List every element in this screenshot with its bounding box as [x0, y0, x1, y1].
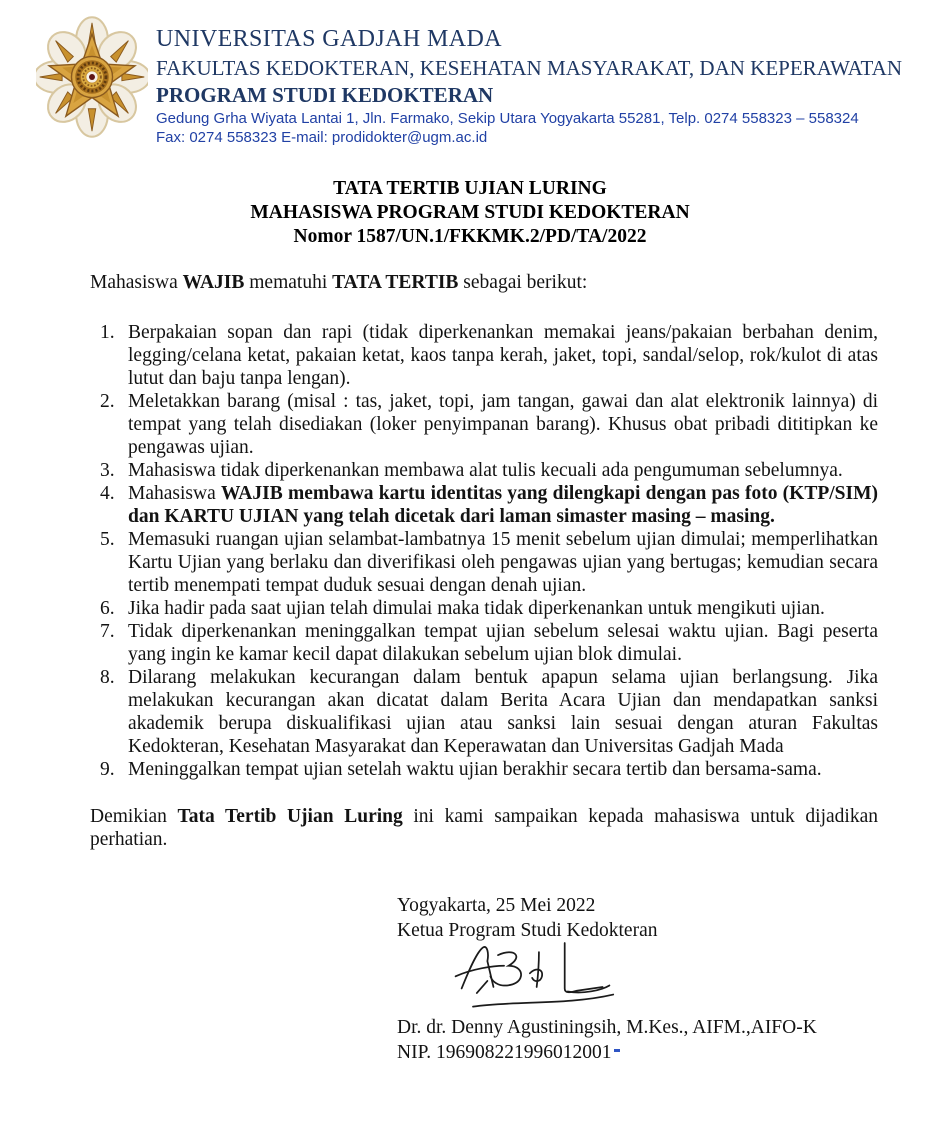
rule-number: 8. [100, 667, 115, 688]
rule-item-7 [100, 620, 878, 666]
signer-name: Dr. dr. Denny Agustiningsih, M.Kes., AIFM.,AIFO-K [397, 1017, 817, 1038]
document-title [0, 177, 940, 249]
signer-nip [397, 1040, 940, 1065]
letterhead-text [156, 16, 902, 147]
cursor-mark-icon [614, 1049, 620, 1052]
rule-text: Jika hadir pada saat ujian telah dimulai maka tidak diperkenankan untuk mengikuti ujian. [128, 598, 825, 619]
rule-text: Mahasiswa tidak diperkenankan membawa alat tulis kecuali ada pengumuman sebelumnya. [128, 460, 843, 481]
faculty-name: FAKULTAS KEDOKTERAN, KESEHATAN MASYARAKAT, DAN KEPERAWATAN [156, 56, 902, 80]
rule-item-6 [100, 597, 878, 620]
rule-item-3 [100, 459, 878, 482]
rule-item-2 [100, 390, 878, 459]
rule-number: 2. [100, 391, 115, 412]
closing-paragraph: Demikian Tata Tertib Ujian Luring ini kami sampaikan kepada mahasiswa untuk dijadikan perhatian. [90, 806, 878, 850]
rule-item-5 [100, 528, 878, 597]
rule-number: 1. [100, 322, 115, 343]
program-name: PROGRAM STUDI KEDOKTERAN [156, 83, 494, 107]
signature-role: Ketua Program Studi Kedokteran [397, 920, 658, 941]
rule-text: Meninggalkan tempat ujian setelah waktu ujian berakhir secara tertib dan bersama-sama. [128, 759, 822, 780]
rule-item-8 [100, 666, 878, 758]
rule-text: Dilarang melakukan kecurangan dalam bentuk apapun selama ujian berlangsung. Jika melakukan kecurangan akan dicatat dalam Berita Acara Ujian dan mendapatkan sanksi akademik berupa diskualifikasi ujian atau sanksi lain sesuai dengan aturan Fakultas Kedokteran, Kesehatan Masyarakat dan Keperawatan dan Universitas Gadjah Mada [128, 667, 878, 757]
rule-text: Mahasiswa WAJIB membawa kartu identitas yang dilengkapi dengan pas foto (KTP/SIM) dan KARTU UJIAN yang telah dicetak dari laman simaster masing – masing. [128, 483, 878, 527]
signature-block [397, 893, 940, 1065]
ugm-emblem-icon [36, 16, 148, 138]
university-name: UNIVERSITAS GADJAH MADA [156, 26, 502, 52]
title-line-3: Nomor 1587/UN.1/FKKMK.2/PD/TA/2022 [293, 226, 647, 247]
rule-item-9 [100, 758, 878, 781]
nip-text: NIP. 196908221996012001 [397, 1042, 612, 1063]
rule-text: Memasuki ruangan ujian selambat-lambatnya 15 menit sebelum ujian dimulai; memperlihatkan Kartu Ujian yang berlaku dan diverifikasi oleh pengawas ujian yang bertugas; kemudian secara tertib menempati tempat duduk sesuai dengan denah ujian. [128, 529, 878, 596]
title-line-1: TATA TERTIB UJIAN LURING [333, 178, 607, 199]
title-line-2: MAHASISWA PROGRAM STUDI KEDOKTERAN [250, 202, 690, 223]
rule-number: 4. [100, 483, 115, 504]
rule-item-1 [100, 321, 878, 390]
rule-number: 3. [100, 460, 115, 481]
rule-number: 7. [100, 621, 115, 642]
rule-text: Berpakaian sopan dan rapi (tidak diperkenankan memakai jeans/pakaian berbahan denim, legging/celana ketat, pakaian ketat, kaos tanpa kerah, jaket, topi, sandal/selop, rok/kulot di atas lutut dan baju tanpa lengan). [128, 322, 878, 389]
rule-number: 9. [100, 759, 115, 780]
rule-item-4 [100, 482, 878, 528]
letterhead [0, 0, 940, 147]
rule-number: 6. [100, 598, 115, 619]
signature-place-date: Yogyakarta, 25 Mei 2022 [397, 895, 596, 916]
rule-number: 5. [100, 529, 115, 550]
rule-text: Tidak diperkenankan meninggalkan tempat ujian sebelum selesai waktu ujian. Bagi peserta yang ingin ke kamar kecil dapat dilakukan sebelum ujian blok dimulai. [128, 621, 878, 665]
address-line-2: Fax: 0274 558323 E-mail: prodidokter@ugm.ac.id [156, 129, 488, 146]
handwritten-signature [397, 943, 940, 1015]
rule-text: Meletakkan barang (misal : tas, jaket, topi, jam tangan, gawai dan alat elektronik lainnya) di tempat yang telah disediakan (loker penyimpanan barang). Khusus obat pribadi dititipkan ke pengawas ujian. [128, 391, 878, 458]
intro-paragraph: Mahasiswa WAJIB mematuhi TATA TERTIB sebagai berikut: [90, 272, 588, 293]
address-line-1: Gedung Grha Wiyata Lantai 1, Jln. Farmako, Sekip Utara Yogyakarta 55281, Telp. 0274 558323 – 558324 [156, 110, 859, 127]
rules-list [0, 321, 940, 781]
